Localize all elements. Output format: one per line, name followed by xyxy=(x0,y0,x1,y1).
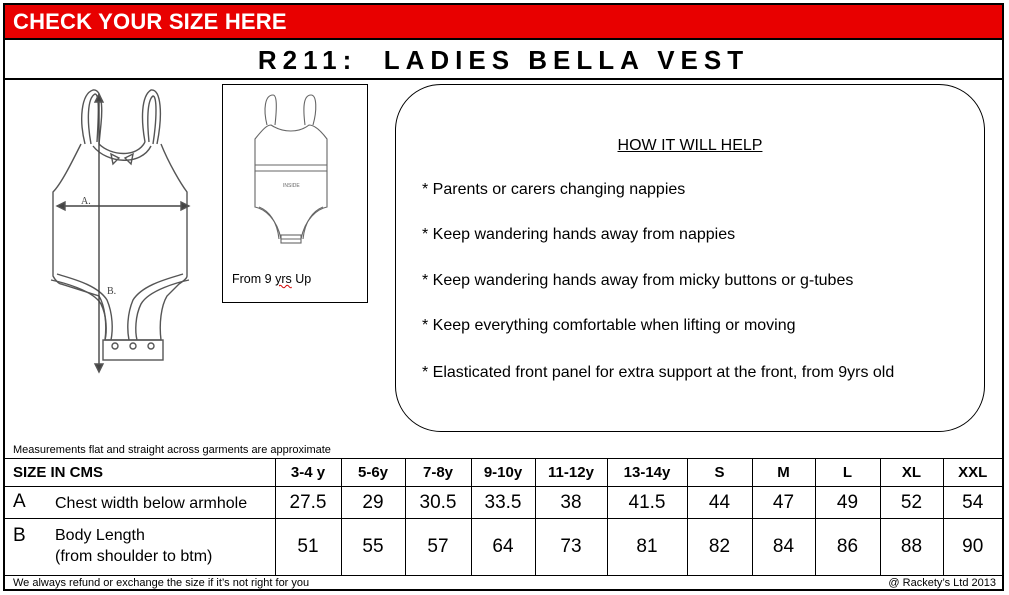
table-cell: 41.5 xyxy=(607,487,687,519)
footer xyxy=(5,576,1002,591)
table-cell: 27.5 xyxy=(275,487,341,519)
thumbnail-box xyxy=(222,84,368,303)
size-header: L xyxy=(815,459,880,487)
table-cell: 55 xyxy=(341,519,405,576)
table-cell: 52 xyxy=(880,487,943,519)
measurement-note: Measurements flat and straight across garments are approximate xyxy=(13,444,331,456)
help-item: * Keep wandering hands away from nappies xyxy=(422,226,736,243)
table-cell: 33.5 xyxy=(471,487,535,519)
thumbnail-caption xyxy=(232,272,311,286)
table-cell: 88 xyxy=(880,519,943,576)
caption-flagged-word: yrs xyxy=(275,272,292,286)
table-cell: 81 xyxy=(607,519,687,576)
row-label: Chest width below armhole xyxy=(55,495,248,512)
size-header: 9-10y xyxy=(471,459,535,487)
help-item: * Keep wandering hands away from micky buttons or g-tubes xyxy=(422,272,854,289)
table-row xyxy=(5,487,1002,519)
row-label-cell xyxy=(5,519,275,576)
header-banner xyxy=(5,5,1002,40)
help-panel xyxy=(395,84,985,432)
size-header: 7-8y xyxy=(405,459,471,487)
caption-prefix: From 9 xyxy=(232,272,276,286)
table-cell: 51 xyxy=(275,519,341,576)
header-label-cell xyxy=(5,459,275,487)
size-header: 11-12y xyxy=(535,459,607,487)
help-item: * Parents or carers changing nappies xyxy=(422,181,686,198)
row-label-cell xyxy=(5,487,275,519)
row-label-line2: (from shoulder to btm) xyxy=(55,548,213,565)
row-letter: B xyxy=(13,525,26,546)
size-table xyxy=(5,458,1002,576)
help-title: HOW IT WILL HELP xyxy=(617,137,763,154)
banner-text: CHECK YOUR SIZE HERE xyxy=(13,9,287,34)
table-cell: 54 xyxy=(943,487,1002,519)
size-chart-frame xyxy=(3,3,1004,591)
table-cell: 57 xyxy=(405,519,471,576)
table-row xyxy=(5,519,1002,576)
table-cell: 30.5 xyxy=(405,487,471,519)
table-cell: 84 xyxy=(752,519,815,576)
size-header: 13-14y xyxy=(607,459,687,487)
table-cell: 73 xyxy=(535,519,607,576)
row-letter: A xyxy=(13,491,26,512)
table-header-row xyxy=(5,459,1002,487)
title-row xyxy=(5,40,1002,80)
row-label-line1: Body Length xyxy=(55,527,145,544)
size-header: M xyxy=(752,459,815,487)
size-header: S xyxy=(687,459,752,487)
footer-refund-note: We always refund or exchange the size if it’s not right for you xyxy=(13,577,310,589)
label-a: A. xyxy=(81,196,91,207)
product-title: R211: LADIES BELLA VEST xyxy=(257,45,750,75)
table-cell: 47 xyxy=(752,487,815,519)
table-cell: 82 xyxy=(687,519,752,576)
table-cell: 64 xyxy=(471,519,535,576)
table-cell: 38 xyxy=(535,487,607,519)
table-cell: 49 xyxy=(815,487,880,519)
table-cell: 44 xyxy=(687,487,752,519)
inside-label: INSIDE xyxy=(283,183,300,189)
size-header: XXL xyxy=(943,459,1002,487)
size-header: XL xyxy=(880,459,943,487)
size-header: 5-6y xyxy=(341,459,405,487)
help-item: * Elasticated front panel for extra support at the front, from 9yrs old xyxy=(422,364,895,381)
label-b: B. xyxy=(107,286,117,297)
caption-suffix: Up xyxy=(291,272,312,286)
header-label: SIZE IN CMS xyxy=(13,464,104,481)
thumbnail-garment xyxy=(235,89,345,259)
garment-diagram xyxy=(41,84,201,376)
table-cell: 86 xyxy=(815,519,880,576)
table-cell: 90 xyxy=(943,519,1002,576)
table-cell: 29 xyxy=(341,487,405,519)
row-label xyxy=(55,525,212,567)
help-item: * Keep everything comfortable when lifting or moving xyxy=(422,317,796,334)
footer-copyright: @ Rackety’s Ltd 2013 xyxy=(888,577,996,589)
size-header: 3-4 y xyxy=(275,459,341,487)
